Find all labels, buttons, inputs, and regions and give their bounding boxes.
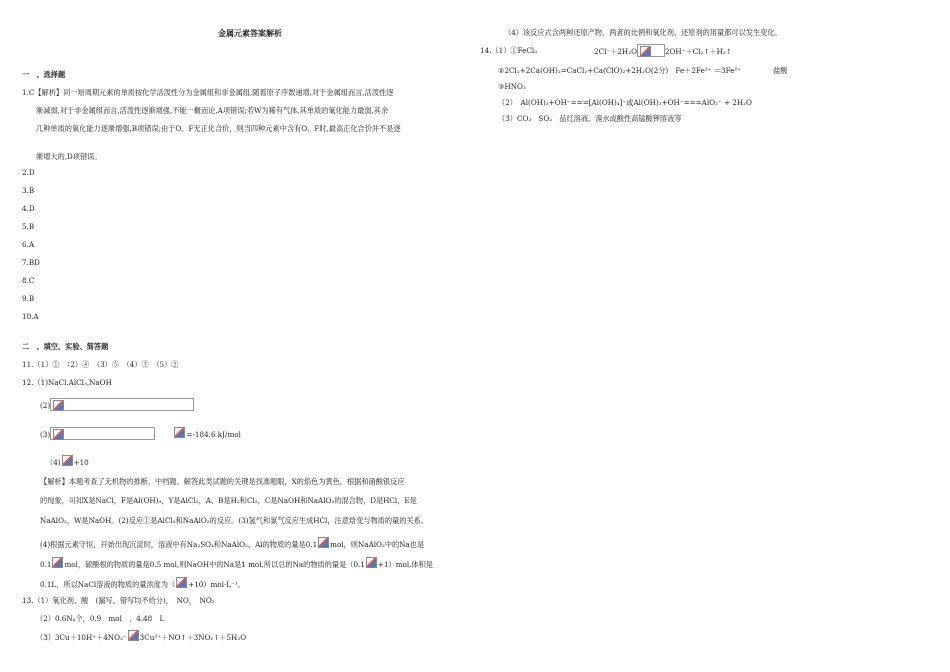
q12-part-2 [40, 398, 194, 411]
q13-line-1: 13.（1）氧化剂、酸 (漏写、错写均不给分)， NO， NO₂ [22, 596, 215, 605]
page-title: 金属元素答案解析 [218, 28, 282, 38]
q14-equation-left: 2Cl⁻＋2H₂O [594, 47, 637, 56]
q14-equation [594, 44, 732, 57]
answer-4: 4.D [22, 204, 35, 213]
q12-analysis-4 [40, 537, 424, 549]
q12-analysis-5-text: 0.1 [40, 560, 52, 569]
answer-10: 10.A [22, 312, 39, 321]
q13-equation-left: （3）3Cu＋10H⁺＋4NO₃⁻ [36, 633, 127, 642]
q12-analysis-5 [40, 557, 433, 569]
image-icon [128, 630, 139, 641]
q12-analysis-6 [40, 577, 245, 589]
q14-equation-right: 2OH⁻＋Cl₂↑＋H₂↑ [664, 47, 732, 56]
image-icon [62, 455, 73, 466]
q13-line-2: （2）0.6Nₐ个，0.9 mol ，4.48 L [36, 614, 165, 623]
q13-equation-right: 3Cu²⁺＋NO↑＋3NO₂↑＋5H₂O [139, 633, 247, 642]
section-1-heading: 一 、选择题 [22, 70, 66, 79]
q14-line-1 [480, 46, 537, 55]
q12-part-1: 12.（1)NaCl.AlCl₃,NaOH [22, 378, 112, 387]
formula-image-box [50, 398, 194, 411]
image-icon [174, 427, 185, 438]
q14-line-5: （3）CO₂ SO₂ 品红溶液、溴水或酸性高锰酸钾溶液等 [498, 114, 682, 123]
q12-part-3-label: (3) [40, 430, 51, 439]
q1-line-1: 1.C【解析】同一短周期元素的单质按化学活泼性分为金属组和非金属组,随着原子序数递增,对于金属组而言,活泼性逐 [22, 88, 394, 97]
q14-line-3: ③HNO₃ [498, 82, 526, 91]
q12-analysis-2: 的现象，可知X是NaCl，F是Al(OH)₃，Y是AlCl₃，A、B是H₂和Cl₂，C是NaOH和NaAlO₂的混合物，D是HCl，E是 [40, 496, 417, 505]
q12-analysis-4-text: (4)根据元素守恒，开始出现沉淀时，溶液中有Na₂SO₄和NaAlO₂，Al的物质的量是0.1 [40, 540, 318, 549]
q1-line-3: 几种单质的氧化能力逐渐增强,B项错误;由于O、F无正化合价，则当四种元素中含有O、F时,最高正化合价并不是逐 [36, 124, 401, 133]
section-2-heading: 二 、填空、实验、简答题 [22, 342, 109, 351]
formula-image-box [637, 44, 665, 57]
formula-image-box [50, 427, 155, 440]
q12-part-4 [46, 455, 89, 467]
answer-7: 7.BD [22, 258, 40, 267]
q13-part-4: （4）该反应式含两种还原产物，两者的比例和氧化剂、还原剂的用量都可以发生变化。 [504, 28, 782, 37]
answer-5: 5.B [22, 222, 35, 231]
q11-answer: 11.（1）① （2）④ （3）⑤ （4）③ （5）② [22, 360, 179, 369]
q14-reactions: ②2Cl₂+2Ca(OH)₂=CaCl₂+Ca(ClO)₂+2H₂O(2分) Fe＋2Fe³⁺ ＝3Fe²⁺ [498, 66, 742, 75]
q13-line-3 [36, 630, 246, 642]
q12-part-3 [40, 427, 241, 440]
q12-analysis-5-tail: +1）mol,体积是 [377, 560, 433, 569]
q12-analysis-4-tail: mol，则NaAlO₂中的Na也是 [330, 540, 425, 549]
image-icon [640, 46, 651, 57]
image-icon [53, 429, 64, 440]
answer-9: 9.B [22, 294, 35, 303]
q14-part-1: 14.（1）①FeCl₃ [480, 46, 538, 55]
q12-analysis-5-mid: mol，硫酸根的物质的量是0.5 mol,则NaOH中的Na是1 mol,所以总的Na的物质的量是（0.1 [64, 560, 365, 569]
q12-analysis-1: 【解析】本题考查了无机物的推断，中档题。解答此类试题的关键是找准题眼，X的焰色为黄色，根据和硝酸银反应 [40, 477, 405, 486]
answer-6: 6.A [22, 240, 35, 249]
q12-analysis-6-text: 0.1L，所以NaCl溶液的物质的量浓度为（ [40, 580, 176, 589]
q12-analysis-3: NaAlO₂，W是NaOH。(2)反应①是AlCl₃和NaAlO₂的反应。(3)氢气和氯气反应生成HCl，注意焓变与物质的量的关系。 [40, 516, 428, 525]
image-icon [366, 557, 377, 568]
answer-2: 2.D [22, 168, 35, 177]
image-icon [52, 557, 63, 568]
q1-line-4: 渐增大的,D项错误。 [36, 152, 102, 161]
q1-line-2: 渐减弱,对于非金属组而言,活泼性逐渐增强,不能一概而论,A项错误;若W为稀有气体,其单质的氧化能力最弱,其余 [36, 106, 389, 115]
q14-line-2 [498, 66, 787, 75]
image-icon [176, 577, 187, 588]
q14-hydrochloric-acid: 盐酸 [773, 66, 788, 75]
q14-line-4: （2） Al(OH)₃+OH⁻===[Al(OH)₄]⁻或Al(OH)₃+OH⁻===AlO₂⁻ + 2H₂O [498, 98, 752, 107]
q12-part-4-value: +10 [73, 458, 89, 467]
image-icon [53, 400, 64, 411]
answer-3: 3.B [22, 186, 35, 195]
q12-analysis-6-tail: +10）mol·L⁻¹。 [188, 580, 245, 589]
image-icon [318, 537, 329, 548]
q12-part-2-label: (2) [40, 401, 51, 410]
q12-part-4-label: （4) [46, 458, 61, 467]
enthalpy-value: =-184.6 kJ/mol [186, 430, 241, 439]
answer-8: 8.C [22, 276, 35, 285]
